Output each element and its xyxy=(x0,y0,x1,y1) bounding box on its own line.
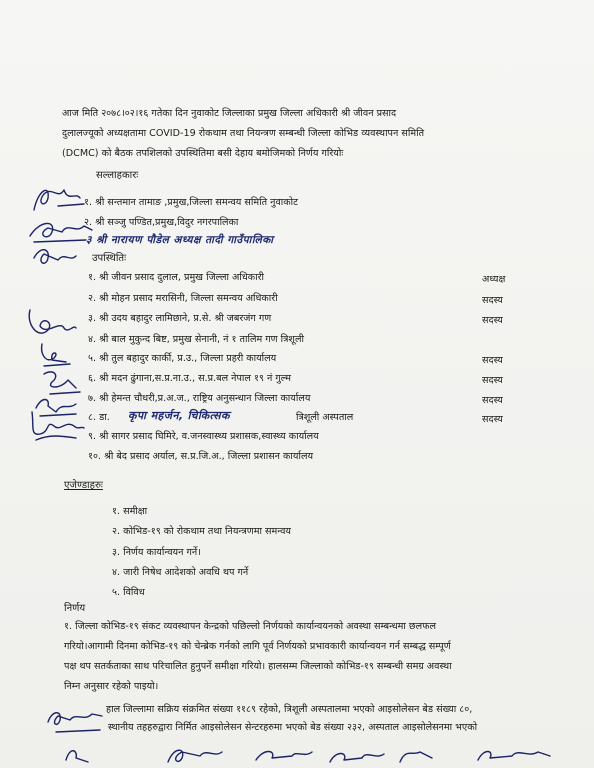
attendee-row-3: ३. श्री उदय बहादुर लामिछाने, प्र.से. श्री जबरजंग गण xyxy=(88,313,272,324)
intro-line-1: आज मिति २०७८।०२।१६ गतेका दिन नुवाकोट जिल्लाका प्रमुख जिल्ला अधिकारी श्री जीवन प्रसाद xyxy=(62,108,397,119)
agenda-item-1: १. समीक्षा xyxy=(112,506,148,517)
attendee-row-8: ८. डा. xyxy=(88,412,110,423)
decision-para2-line-2: स्थानीय तहहरुद्वारा निर्मित आइसोलेसन सेन्टरहरुमा भएको बेड संख्या २३२, अस्पताल आइसोलेसनमा भएको xyxy=(108,722,478,733)
decision-line-3: पक्ष थप सतर्कताका साथ परिचालित हुनुपर्ने समीक्षा गरियो। हालसम्म जिल्लाको कोभिड-१९ सम्बन्धी समग्र अवस्था xyxy=(64,661,452,672)
attendee-role-6: सदस्य xyxy=(482,375,503,386)
attendee-role-1: अध्यक्ष xyxy=(482,274,506,285)
signature-2 xyxy=(26,214,96,246)
attendee-row-4: ४. श्री बाल मुकुन्द बिष्ट, प्रमुख सेनानी, नं १ तालिम गण त्रिशूली xyxy=(88,334,304,345)
signature-9 xyxy=(44,706,106,736)
agenda-item-2: २. कोभिड-१९ को रोकथाम तथा नियन्त्रणमा समन्वय xyxy=(112,526,291,537)
decision-para2-line-1: हाल जिल्लामा सक्रिय संक्रमित संख्या ११८९ रहेको, त्रिशूली अस्पतालमा भएको आइसोलेसन बेड संख्या ८०, xyxy=(106,704,473,715)
decision-line-1: १. जिल्ला कोभिड-१९ संकट व्यवस्थापन केन्द्रको पछिल्लो निर्णयको कार्यान्वयनको अवस्था सम्बन्धमा छलफल xyxy=(64,621,437,632)
signature-3 xyxy=(30,244,80,274)
attendee-role-5: सदस्य xyxy=(482,355,503,366)
signature-8 xyxy=(26,406,86,446)
attendees-heading: उपस्थितिः xyxy=(92,253,127,264)
intro-line-3: (DCMC) को बैठक तपशिलको उपस्थितिमा बसी देहाय बमोजिमको निर्णय गरियोः xyxy=(62,148,344,159)
attendee-row-8-handwritten: कृपा महर्जन, चिकित्सक xyxy=(128,409,230,422)
attendee-row-2: २. श्री मोहन प्रसाद मरासिनी, जिल्ला समन्वय अधिकारी xyxy=(88,293,278,304)
advisor-item-1: १. श्री सन्तमान तामाङ ,प्रमुख,जिल्ला समन्वय समिति नुवाकोट xyxy=(84,197,298,208)
attendee-row-7: ७. श्री हेमन्त चौधरी,प्र.अ.ज., राष्ट्रिय अनुसन्धान जिल्ला कार्यालय xyxy=(88,393,311,404)
attendee-role-8: सदस्य xyxy=(482,414,503,425)
attendee-row-10: १०. श्री बेद प्रसाद अर्याल, स.प्र.जि.अ., जिल्ला प्रशासन कार्यालय xyxy=(88,451,314,462)
attendee-role-3: सदस्य xyxy=(482,315,503,326)
agenda-heading: एजेण्डाहरुः xyxy=(64,480,103,491)
agenda-item-3: ३. निर्णय कार्यान्वयन गर्ने। xyxy=(112,547,201,558)
decision-line-2: गरियो।आगामी दिनमा कोभिड-१९ को चेन्ब्रेक गर्नको लागि पूर्व निर्णयको प्रभावकारी कार्यान्वयन गर्न सम्बद्ध सम्पूर्ण xyxy=(64,641,451,652)
attendee-role-7: सदस्य xyxy=(482,395,503,406)
decision-heading: निर्णय xyxy=(64,603,86,614)
attendee-row-1: १. श्री जीवन प्रसाद दुलाल, प्रमुख जिल्ला अधिकारी xyxy=(88,272,265,283)
attendee-row-8-suffix: त्रिशूली अस्पताल xyxy=(296,412,354,423)
attendee-row-6: ६. श्री मदन ढुंगाना,स.प्र.ना.उ., स.प्र.बल नेपाल १९ नं गुल्म xyxy=(88,373,292,384)
advisors-heading: सल्लाहकारः xyxy=(96,170,139,181)
advisor-item-3-handwritten: ३ श्री नारायण पौडेल अध्यक्ष तादी गाउँपालिका xyxy=(86,234,274,246)
attendee-row-5: ५. श्री तुल बहादुर कार्की, प्र.उ., जिल्ला प्रहरी कार्यालय xyxy=(88,353,277,364)
bottom-signatures-row xyxy=(60,742,594,768)
intro-line-2: दुलालज्यूको अध्यक्षतामा COVID-19 रोकथाम तथा नियन्त्रण सम्बन्धी जिल्ला कोभिड व्यवस्थापन समिति xyxy=(62,128,425,139)
advisor-item-2: २. श्री सञ्जु पण्डित,प्रमुख,विदुर नगरपालिका xyxy=(84,217,239,228)
attendee-role-2: सदस्य xyxy=(482,295,503,306)
attendee-row-9: ९. श्री सागर प्रसाद घिमिरे, व.जनस्वास्थ्य प्रशासक,स्वास्थ्य कार्यालय xyxy=(88,431,319,442)
agenda-item-4: ४. जारी निषेध आदेशको अवधि थप गर्ने xyxy=(112,567,249,578)
agenda-item-5: ५. विविध xyxy=(112,587,145,598)
decision-line-4: निम्न अनुसार रहेको पाइयो। xyxy=(64,681,159,692)
